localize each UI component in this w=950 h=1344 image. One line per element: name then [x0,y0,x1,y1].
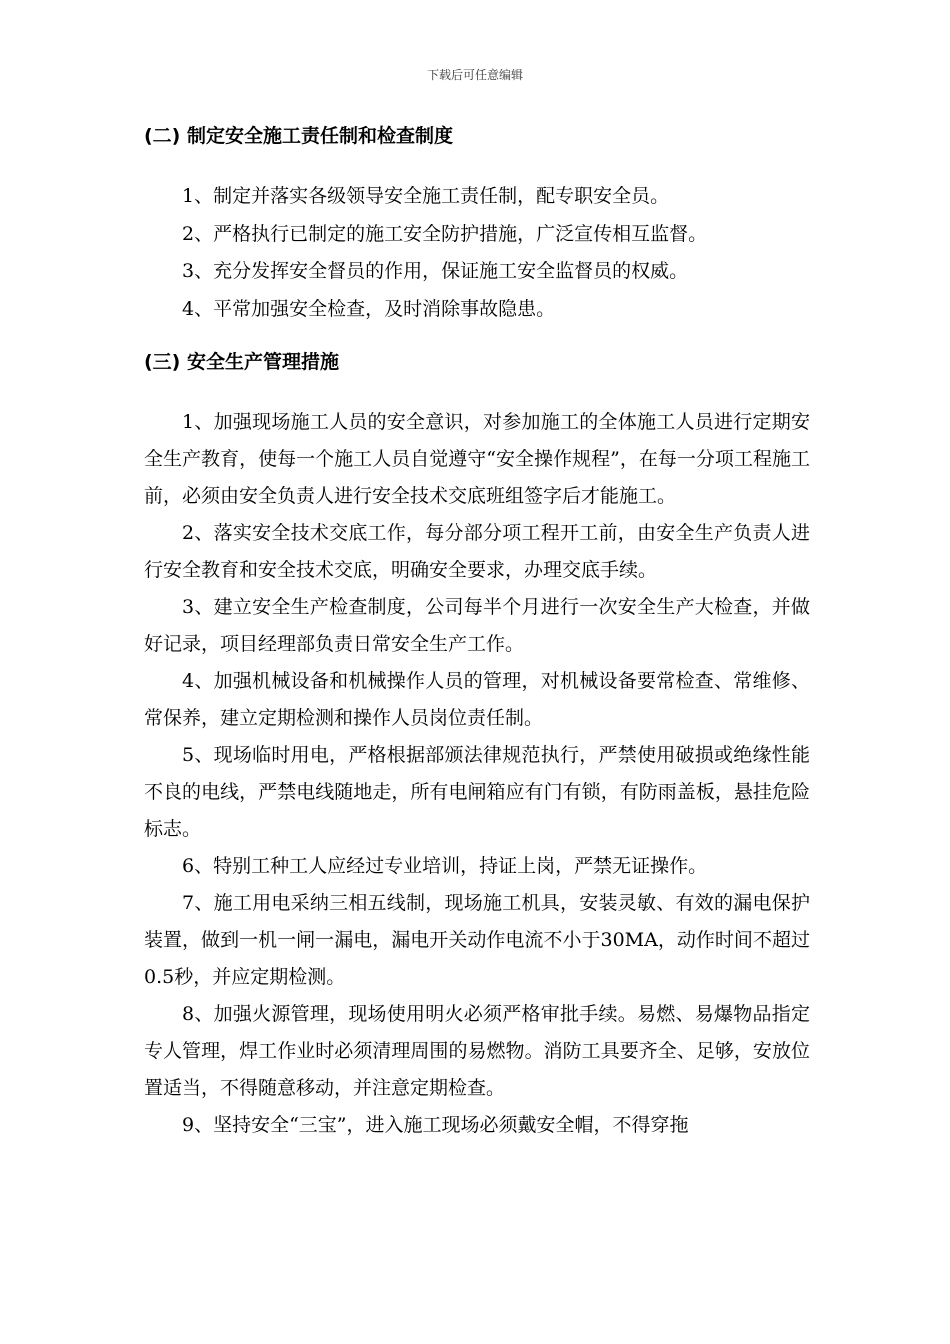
section-3-item-6: 6、特别工种工人应经过专业培训，持证上岗，严禁无证操作。 [182,855,708,877]
section-3-item-7: 7、施工用电采纳三相五线制，现场施工机具，安装灵敏、有效的漏电保护装置，做到一机一闸一漏电，漏电开关动作电流不小于30MA，动作时间不超过0.5秒，并应定期检测。 [144,892,810,988]
document-body [144,116,810,1144]
section-3-item-1: 1、加强现场施工人员的安全意识，对参加施工的全体施工人员进行定期安全生产教育，使每一个施工人员自觉遵守“安全操作规程”，在每一分项工程施工前，必须由安全负责人进行安全技术交底班组签字后才能施工。 [144,411,810,507]
section-2-item-4: 4、平常加强安全检查，及时消除事故隐患。 [182,297,556,320]
section-2-item-2: 2、严格执行已制定的施工安全防护措施，广泛宣传相互监督。 [182,222,708,245]
section-3-item-8: 8、加强火源管理，现场使用明火必须严格审批手续。易燃、易爆物品指定专人管理，焊工作业时必须清理周围的易燃物。消防工具要齐全、足够，安放位置适当，不得随意移动，并注意定期检查。 [144,1003,810,1099]
section-3-heading: (三) 安全生产管理措施 [144,351,339,373]
section-3-item-2: 2、落实安全技术交底工作，每分部分项工程开工前，由安全生产负责人进行安全教育和安全技术交底，明确安全要求，办理交底手续。 [144,522,810,581]
section-2-item-1: 1、制定并落实各级领导安全施工责任制，配专职安全员。 [182,185,670,207]
section-3-item-4: 4、加强机械设备和机械操作人员的管理，对机械设备要常检查、常维修、常保养，建立定期检测和操作人员岗位责任制。 [144,670,810,729]
section-3-item-3: 3、建立安全生产检查制度，公司每半个月进行一次安全生产大检查，并做好记录，项目经理部负责日常安全生产工作。 [144,596,810,655]
section-3 [144,342,810,1144]
section-2-heading: (二) 制定安全施工责任制和检查制度 [144,125,453,147]
section-3-item-9: 9、坚持安全“三宝”，进入施工现场必须戴安全帽，不得穿拖 [182,1114,689,1136]
page-header: 下载后可任意编辑 [426,68,523,82]
section-2-item-3: 3、充分发挥安全督员的作用，保证施工安全监督员的权威。 [182,260,689,282]
section-3-item-5: 5、现场临时用电，严格根据部颁法律规范执行，严禁使用破损或绝缘性能不良的电线，严禁电线随地走，所有电闸箱应有门有锁，有防雨盖板，悬挂危险标志。 [144,744,810,840]
section-2 [144,116,810,328]
